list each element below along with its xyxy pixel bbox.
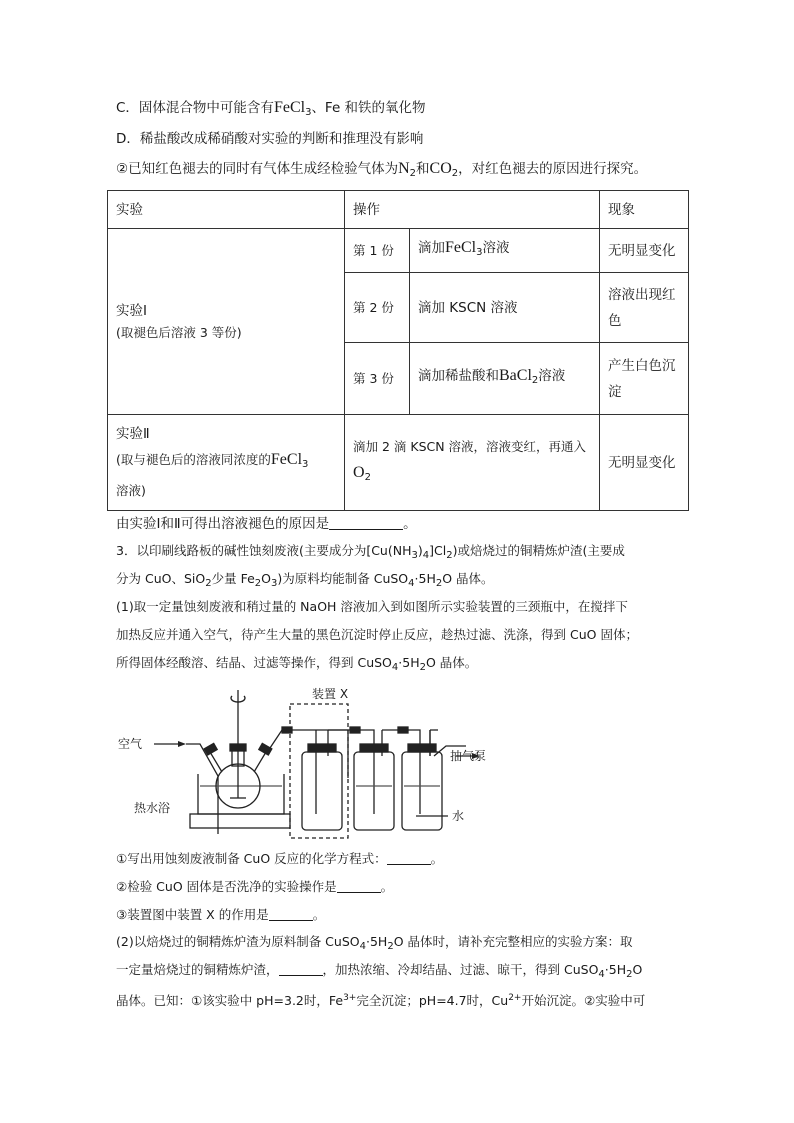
tube-joint-3 [398,727,408,733]
exp1-desc: (取褪色后溶液 3 等份) [116,324,242,340]
exp2-desc-end: 溶液) [116,483,146,498]
exp1-name: 实验Ⅰ [116,302,147,319]
p1-line1: (1)取一定量蚀刻废液和稍过量的 NaOH 溶液加入到如图所示实验装置的三颈瓶中，在搅拌下 [116,599,628,614]
q-c: ③装置图中装置 X 的作用是 。 [116,907,326,922]
bottle-1 [302,752,342,830]
portion-3: 第 3 份 [345,343,410,415]
right-neck [254,752,266,772]
label-pump: 抽气泵 [450,749,487,763]
label-water: 水 [452,809,465,823]
result-3: 产生白色沉淀 [600,343,689,415]
option-c: C．固体混合物中可能含有FeCl$_3$、Fe 和铁的氧化物 [116,99,426,118]
answer-blank[interactable] [329,515,403,530]
exp2-op: 滴加 2 滴 KSCN 溶液，溶液变红，再通入$O_2$ [345,415,600,511]
q-a: ①写出用蚀刻废液制备 CuO 反应的化学方程式： 。 [116,851,444,866]
answer-blank[interactable] [269,906,313,921]
device-x-box [290,704,348,838]
op-1: 滴加FeCl$_3$溶液 [410,229,600,273]
right-stopper [259,743,272,755]
p2-line1: (2)以焙烧过的铜精炼炉渣为原料制备 $CuSO_4\cdot 5H_2O$ 晶体时，请补充完整相应的实验方案：取 [116,934,633,952]
air-arrow-head [178,741,186,747]
bottle-1-stopper [308,744,336,752]
op-3: 滴加稀盐酸和BaCl$_2$溶液 [410,343,600,415]
exp2-desc: (取与褪色后的溶液同浓度的FeCl$_3$ [116,451,309,470]
portion-1: 第 1 份 [345,229,410,273]
p1-line2: 加热反应并通入空气，待产生大量的黑色沉淀时停止反应，趁热过滤、洗涤，得到 CuO 固体； [116,627,638,642]
conclusion: 由实验Ⅰ和Ⅱ可得出溶液褪色的原因是 。 [116,516,417,532]
result-2: 溶液出现红色 [600,273,689,343]
q-b: ②检验 CuO 固体是否洗净的实验操作是 。 [116,879,394,894]
label-air: 空气 [118,737,143,751]
table-header-row [108,191,689,229]
bottle-3 [402,752,442,830]
q2-intro: ②已知红色褪去的同时有气体生成经检验气体为$N_2$和$CO_2$，对红色褪去的原因进行探究。 [116,160,648,179]
q3-line2: 分为 CuO、SiO$_2$少量 $Fe_2O_3$)为原料均能制备 $CuSO_4\cdot 5H_2O$ 晶体。 [116,571,494,589]
connector-1-2 [328,730,374,814]
label-device-x: 装置 X [312,687,349,701]
result-1: 无明显变化 [600,229,689,273]
answer-blank[interactable] [387,850,431,865]
exp2-result: 无明显变化 [600,415,689,511]
apparatus-diagram [116,686,506,842]
p2-line2: 一定量焙烧过的铜精炼炉渣， ，加热浓缩、冷却结晶、过滤、晾干，得到 $CuSO_4\cdot 5H_2O$ [116,962,643,980]
header-experiment: 实验 [108,191,345,229]
op-2: 滴加 KSCN 溶液 [410,273,600,343]
p1-line3: 所得固体经酸溶、结晶、过滤等操作，得到 $CuSO_4\cdot 5H_2O$ 晶体。 [116,655,478,673]
left-neck [210,752,222,772]
exp1-cell [108,229,345,415]
experiment-table [107,190,689,511]
outlet-tube [270,730,348,778]
exp2-cell [108,415,345,511]
p2-line3: 晶体。已知：①该实验中 pH=3.2时，$Fe^{3+}$完全沉淀；pH=4.7时，$Cu^{2+}$开始沉淀。②实验中可 [116,993,646,1009]
table-row [108,229,689,273]
tube-joint-2 [350,727,360,733]
connector-2-3 [382,730,420,814]
table-row [108,415,689,511]
stand-base [190,814,290,828]
bottle-3-stopper [408,744,436,752]
header-phenomenon: 现象 [600,191,689,229]
left-stopper [204,743,217,755]
answer-blank[interactable] [337,878,381,893]
portion-2: 第 2 份 [345,273,410,343]
label-bath: 热水浴 [134,801,171,815]
exp2-name: 实验Ⅱ [116,426,150,442]
q3-line1: 3．以印刷线路板的碱性蚀刻废液(主要成分为$[Cu(NH_3)_4]Cl_2$)或焙烧过的铜精炼炉渣(主要成 [116,543,625,561]
bottle-2-stopper [360,744,388,752]
option-d: D．稀盐酸改成稀硝酸对实验的判断和推理没有影响 [116,131,424,147]
header-operation: 操作 [345,191,600,229]
answer-blank[interactable] [279,961,323,976]
